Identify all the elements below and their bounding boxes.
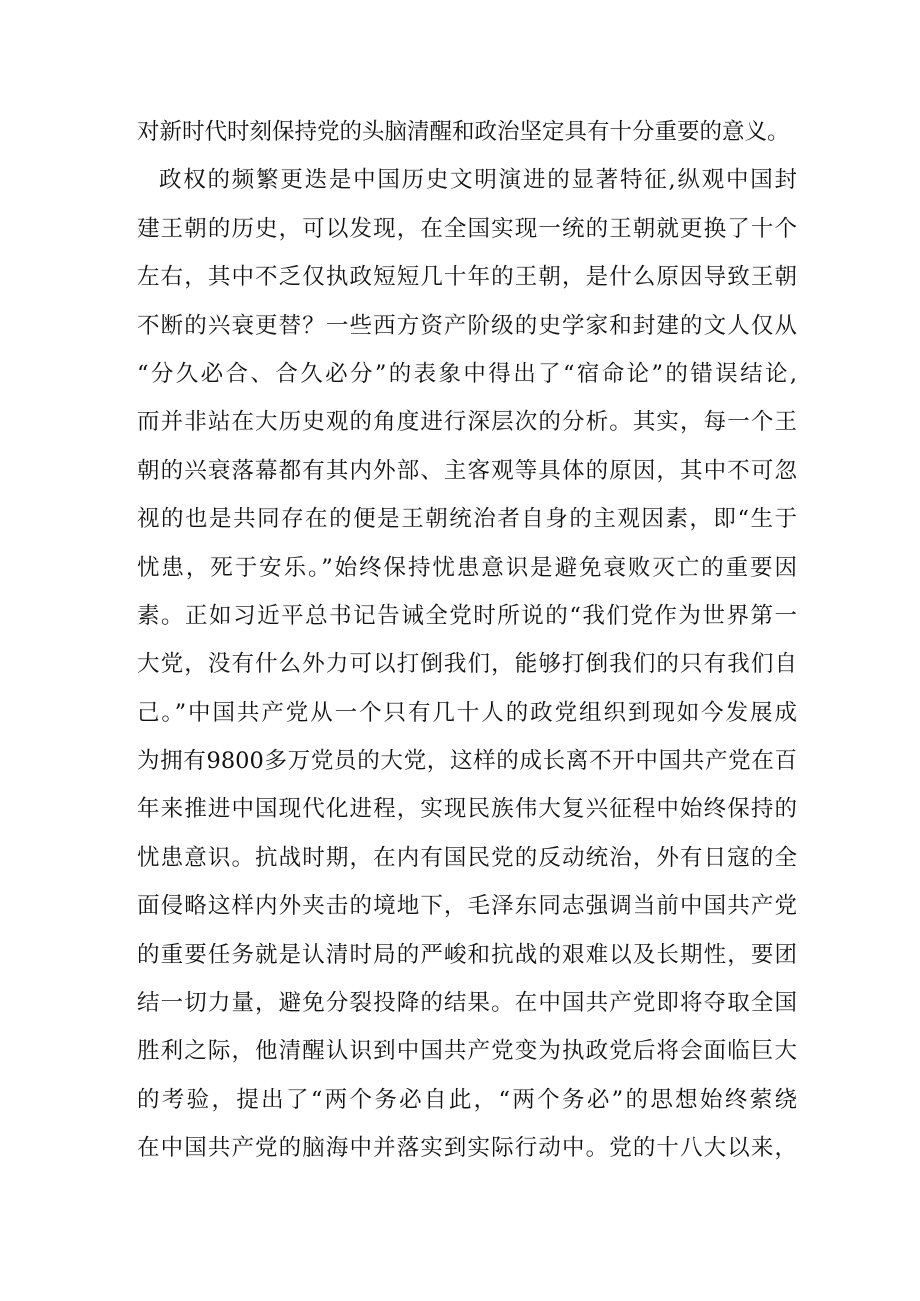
text-line: 朝的兴衰落幕都有其内外部、主客观等具体的原因，其中不可忽 <box>137 457 797 484</box>
text-line: 不断的兴衰更替？一些西方资产阶级的史学家和封建的文人仅从 <box>137 312 797 339</box>
text-line: 而并非站在大历史观的角度进行深层次的分析。其实，每一个王 <box>137 409 797 436</box>
text-line: 对新时代时刻保持党的头脑清醒和政治坚定具有十分重要的意义。 <box>137 119 790 145</box>
text-line: 忧患意识。抗战时期，在内有国民党的反动统治，外有日寇的全 <box>137 844 797 871</box>
text-line: 为拥有9800多万党员的大党，这样的成长离不开中国共产党在百 <box>137 748 797 775</box>
text-line: 忧患，死于安乐。”始终保持忧患意识是避免衰败灭亡的重要因 <box>137 554 797 581</box>
text-line: 建王朝的历史，可以发现，在全国实现一统的王朝就更换了十个 <box>137 215 797 242</box>
text-line: 大党，没有什么外力可以打倒我们，能够打倒我们的只有我们自 <box>137 651 797 678</box>
text-line: 视的也是共同存在的便是王朝统治者自身的主观因素，即“生于 <box>137 506 797 533</box>
text-line: 胜利之际，他清醒认识到中国共产党变为执政党后将会面临巨大 <box>137 1038 797 1065</box>
text-line: 政权的频繁更迭是中国历史文明演进的显著特征,纵观中国封 <box>159 167 797 194</box>
text-line: 在中国共产党的脑海中并落实到实际行动中。党的十八大以来， <box>137 1135 797 1162</box>
text-line: 结一切力量，避免分裂投降的结果。在中国共产党即将夺取全国 <box>137 990 797 1017</box>
text-line: 素。正如习近平总书记告诫全党时所说的“我们党作为世界第一 <box>137 602 797 629</box>
text-line: 左右，其中不乏仅执政短短几十年的王朝，是什么原因导致王朝 <box>137 264 797 291</box>
text-line: 的重要任务就是认清时局的严峻和抗战的艰难以及长期性，要团 <box>137 941 797 968</box>
text-line: 的考验，提出了“两个务必自此，“两个务必”的思想始终萦绕 <box>137 1086 797 1113</box>
text-line: 面侵略这样内外夹击的境地下，毛泽东同志强调当前中国共产党 <box>137 893 797 920</box>
document-body <box>137 108 797 1173</box>
text-line: “分久必合、合久必分”的表象中得出了“宿命论”的错误结论, <box>137 360 797 387</box>
text-line: 年来推进中国现代化进程，实现民族伟大复兴征程中始终保持的 <box>137 796 797 823</box>
text-line: 己。”中国共产党从一个只有几十人的政党组织到现如今发展成 <box>137 699 797 726</box>
